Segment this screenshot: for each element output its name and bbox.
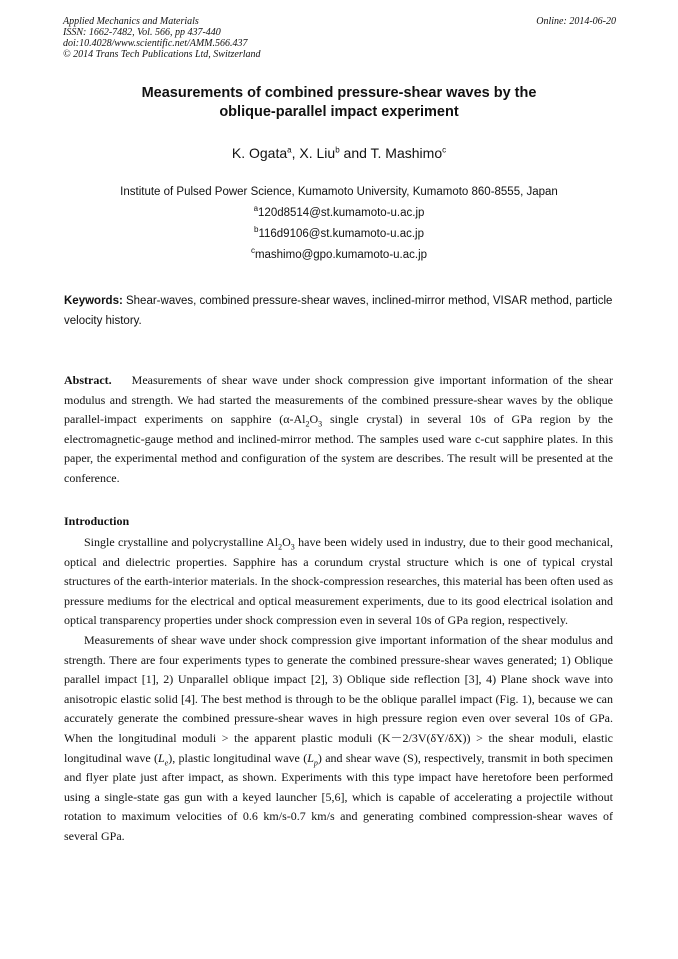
paragraph-text: O — [282, 535, 291, 549]
email-line — [60, 246, 618, 261]
abstract-text: O — [309, 412, 319, 427]
journal-header — [63, 16, 261, 60]
paragraph-text: have been widely used in industry, due to their good mechanical, optical and dielectric properties. Sapphire has a corundum crystal structure which is one of typical crystal structures of the earth-interior materials. In the shock-compression researches, this material has been often used as pressure mediums for the electrical and optical measurement experiments, due to its good electrical isolation and optical transparency properties under shock compression even in several 10s of GPa region, respectively. — [64, 535, 613, 628]
author-name: K. Ogata — [231, 145, 288, 161]
subscript: e — [164, 757, 169, 767]
keywords-label: Keywords: — [64, 295, 123, 307]
author-superscript: c — [442, 145, 447, 155]
title-line-2: oblique-parallel impact experiment — [219, 104, 459, 120]
online-date: Online: 2014-06-20 — [536, 16, 616, 27]
author-superscript: b — [335, 145, 340, 155]
symbol: L — [157, 750, 165, 765]
copyright-line: © 2014 Trans Tech Publications Ltd, Switzerland — [63, 49, 261, 60]
email-address: 116d9106@st.kumamoto-u.ac.jp — [258, 228, 424, 240]
email-superscript: b — [254, 225, 259, 235]
symbol: L — [307, 750, 314, 765]
abstract-text: single crystal) in several 10s of GPa region by the electromagnetic-gauge method and inclined-mirror method. The samples used ware c-cut sapphire plates. In this paper, the experimental method and configuration of the system are describes. The result will be presented at the conference. — [64, 412, 613, 485]
keywords-text: Shear-waves, combined pressure-shear waves, inclined-mirror method, VISAR method, particle velocity history. — [64, 295, 616, 327]
abstract-label: Abstract. — [64, 373, 112, 387]
paragraph-text: Single crystalline and polycrystalline Al — [84, 535, 279, 549]
subscript: 2 — [278, 542, 283, 552]
abstract-text: Measurements of shear wave under shock compression give important information of the shear modulus and strength. We had started the measurements of the combined pressure-shear waves by the oblique parallel-impact experiments on sapphire (α-Al — [64, 373, 613, 427]
subscript: 3 — [290, 542, 295, 552]
email-superscript: c — [250, 246, 255, 256]
author-name: T. Mashimo — [370, 145, 443, 161]
section-heading: Introduction — [64, 514, 130, 528]
email-superscript: a — [253, 204, 259, 214]
subscript: 2 — [305, 419, 310, 429]
author-separator: and — [339, 145, 371, 161]
author-separator: , — [291, 145, 300, 161]
paragraph-text: ) and shear wave (S), respectively, transmit in both specimen and flyer plate just after impact, as shown. Experiments with this type impact have heretofore been performed using a single-state gas gun with a keyed launcher [5,6], which is capable of accelerating a projectile without rotation to maximum velocities of 0.6 km/s-0.7 km/s and generating combined compression-shear waves of several GPa. — [64, 750, 614, 843]
paper-title — [60, 84, 618, 122]
journal-name: Applied Mechanics and Materials — [63, 16, 199, 27]
paragraph — [64, 631, 613, 847]
subscript: 3 — [318, 419, 323, 429]
author-name: X. Liu — [299, 145, 336, 161]
paragraph — [64, 533, 613, 631]
title-line-1: Measurements of combined pressure-shear waves by the — [141, 85, 537, 101]
email-address: 120d8514@st.kumamoto-u.ac.jp — [258, 207, 425, 219]
email-line — [60, 225, 618, 240]
email-address: mashimo@gpo.kumamoto-u.ac.jp — [254, 249, 428, 261]
affiliation: Institute of Pulsed Power Science, Kumamoto University, Kumamoto 860-8555, Japan — [120, 186, 558, 198]
subscript: p — [313, 757, 318, 767]
paragraph-text: Measurements of shear wave under shock compression give important information of the shear modulus and strength. There are four experiments types to generate the combined pressure-shear waves generated; 1) Oblique parallel impact [1], 2) Unparallel oblique impact [2], 3) Oblique side reflection [3], 4) Plane shock wave into anisotropic elastic solid [4]. The best method is through to be the oblique parallel impact (Fig. 1), because we can accurately generate the combined pressure-shear waves in high pressure region even over several 10s of GPa. When the longitudinal moduli > the apparent plastic moduli (K－2/3V(δY/δX)) > the shear moduli, elastic longitudinal wave ( — [64, 632, 613, 765]
author-superscript: a — [287, 145, 292, 155]
paragraph-text: ), plastic longitudinal wave ( — [168, 750, 308, 765]
author-list — [60, 145, 618, 161]
abstract — [64, 371, 613, 489]
issn-line: ISSN: 1662-7482, Vol. 566, pp 437-440 — [63, 27, 221, 38]
keywords — [64, 291, 620, 331]
introduction-body — [64, 533, 613, 847]
doi-line: doi:10.4028/www.scientific.net/AMM.566.437 — [63, 38, 248, 49]
email-line — [60, 204, 618, 219]
